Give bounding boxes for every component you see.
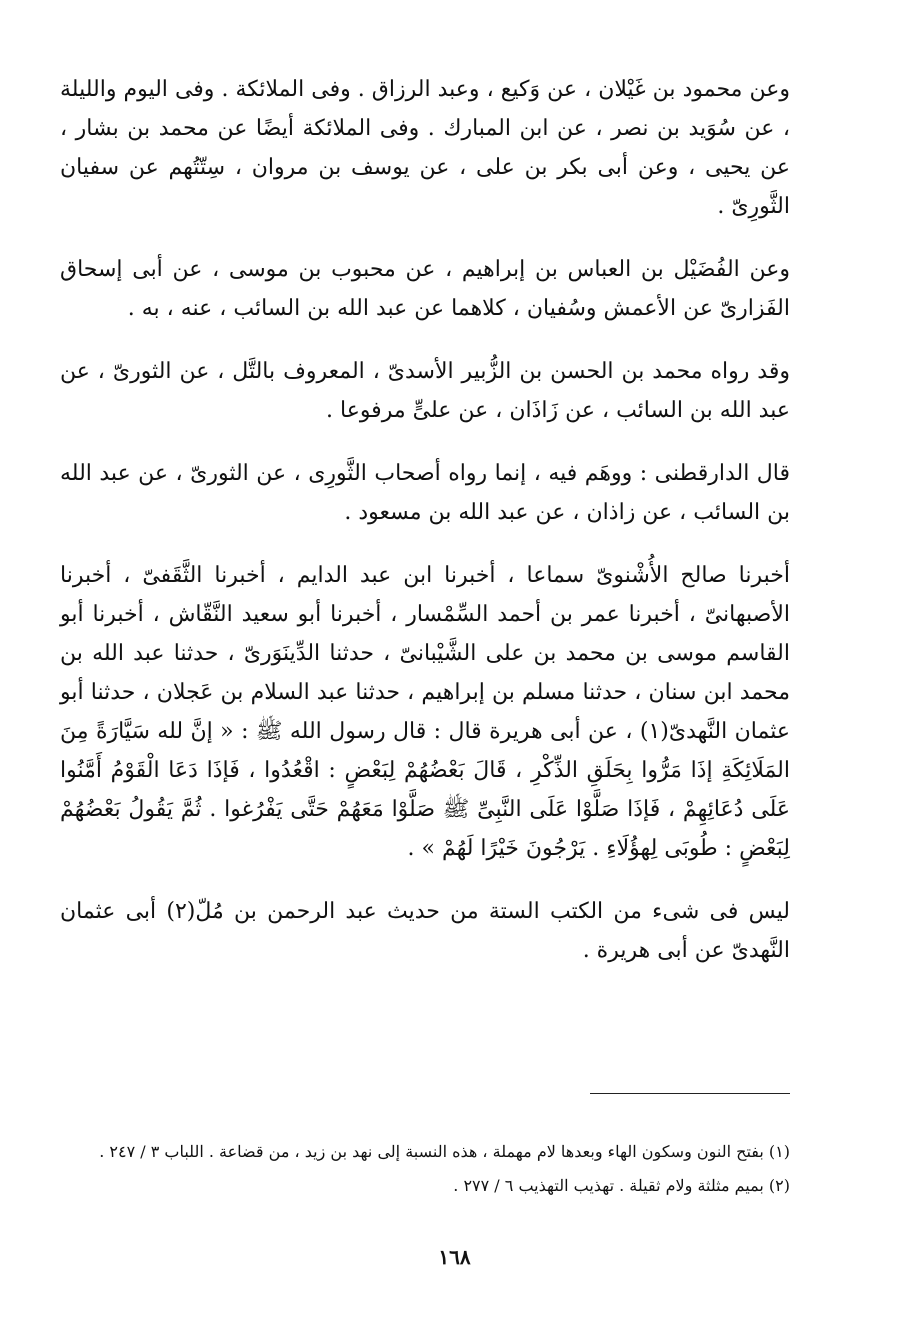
paragraph-text: وعن محمود بن غَيْلان ، عن وَكيع ، وعبد الرزاق . وفى الملائكة . وفى اليوم والليلة ، عن سُوَيد بن نصر ، عن ابن المبارك . وفى الملائكة أيضًا عن محمد بن بشار ، عن يحيى ، وعن أبى بكر بن على ، عن يوسف بن مروان ، سِتّتُهم عن سفيان الثَّورِىّ . (60, 77, 790, 219)
footnote-1: (١) بفتح النون وسكون الهاء وبعدها لام مهملة ، هذه النسبة إلى نهد بن زيد ، من قضاعة . اللباب ٣ / ٢٤٧ . (99, 1142, 790, 1161)
paragraph-text: ليس فى شىء من الكتب الستة من حديث عبد الرحمن بن مُلّ(٢) أبى عثمان النَّهدىّ عن أبى هريرة . (60, 899, 790, 963)
paragraph-1 (60, 70, 790, 226)
paragraph-text: قال الدارقطنى : ووهَم فيه ، إنما رواه أصحاب الثَّورِى ، عن الثورىّ ، عن عبد الله بن السائب ، عن زاذان ، عن عبد الله بن مسعود . (60, 461, 790, 525)
footnote-divider (590, 1093, 790, 1094)
main-text (60, 70, 790, 994)
paragraph-3 (60, 352, 790, 430)
footnotes (60, 1135, 790, 1203)
paragraph-6 (60, 892, 790, 970)
page-number: ١٦٨ (438, 1245, 471, 1269)
paragraph-4 (60, 454, 790, 532)
paragraph-text: وقد رواه محمد بن الحسن بن الزُّبير الأسدىّ ، المعروف بالتَّل ، عن الثورىّ ، عن عبد الله بن السائب ، عن زَاذَان ، عن علىٍّ مرفوعا . (60, 359, 790, 423)
paragraph-text: وعن الفُضَيْل بن العباس بن إبراهيم ، عن محبوب بن موسى ، عن أبى إسحاق الفَزارىّ عن الأعمش وسُفيان ، كلاهما عن عبد الله بن السائب ، عنه ، به . (60, 257, 790, 321)
paragraph-2 (60, 250, 790, 328)
footnote-2: (٢) بميم مثلثة ولام ثقيلة . تهذيب التهذيب ٦ / ٢٧٧ . (453, 1176, 790, 1195)
paragraph-text: أخبرنا صالح الأُشْنوىّ سماعا ، أخبرنا ابن عبد الدايم ، أخبرنا الثَّقَفىّ ، أخبرنا الأصبهانىّ ، أخبرنا عمر بن أحمد السِّمْسار ، أخبرنا أبو سعيد النَّقّاش ، أخبرنا أبو القاسم موسى بن محمد بن على الشَّيْبانىّ ، حدثنا الدِّينَوَرىّ ، حدثنا عبد الله بن محمد ابن سنان ، حدثنا مسلم بن إبراهيم ، حدثنا عبد السلام بن عَجلان ، حدثنا أبو عثمان النَّهدىّ(١) ، عن أبى هريرة قال : قال رسول الله ﷺ : « إنَّ لله سَيَّارَةً مِنَ المَلَائِكَةِ إذَا مَرُّوا بِحَلَقِ الذِّكْرِ ، قَالَ بَعْضُهُمْ لِبَعْضٍ : اقْعُدُوا ، فَإذَا دَعَا الْقَوْمُ أَمَّنُوا عَلَى دُعَائِهِمْ ، فَإذَا صَلَّوْا عَلَى النَّبِىِّ ﷺ صَلَّوْا مَعَهُمْ حَتَّى يَفْرُغوا . ثُمَّ يَقُولُ بَعْضُهُمْ لِبَعْضٍ : طُوبَى لِهؤُلَاءِ . يَرْجُونَ خَيْرًا لَهُمْ » . (60, 563, 790, 861)
paragraph-5 (60, 556, 790, 868)
